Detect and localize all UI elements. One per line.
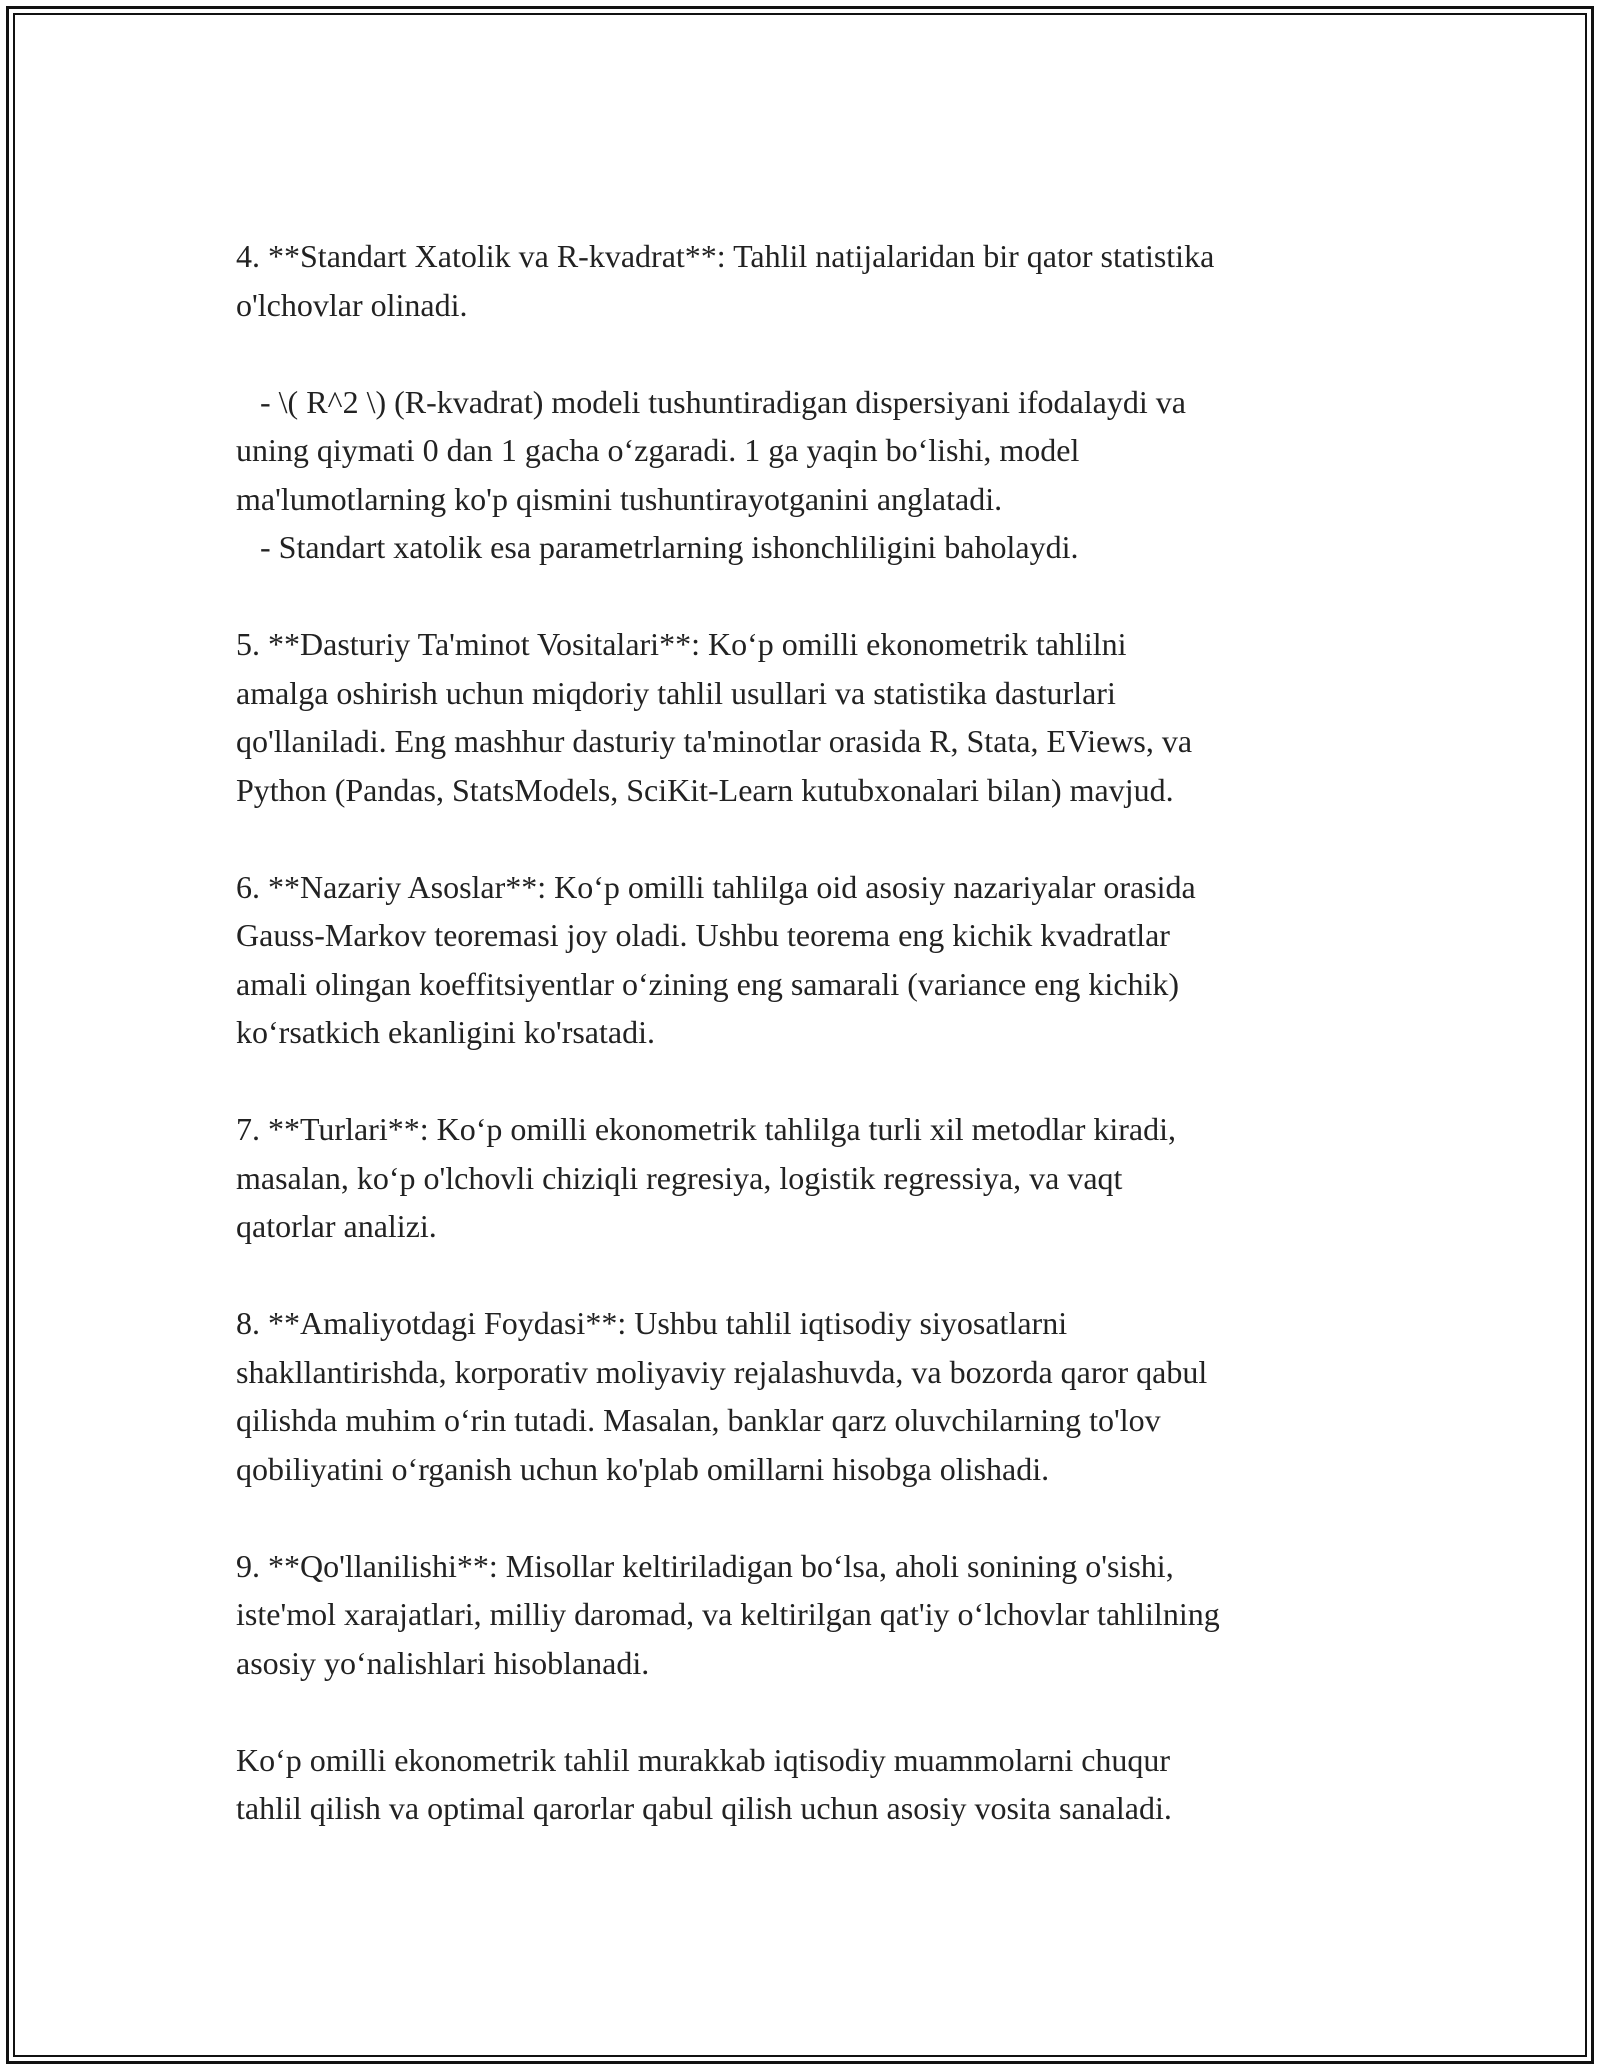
paragraph-4-bullets [236,378,1376,572]
text-line: 7. **Turlari**: Ko‘p omilli ekonometrik tahlilga turli xil metodlar kiradi, [236,1111,1177,1147]
text-line: qilishda muhim o‘rin tutadi. Masalan, banklar qarz oluvchilarning to'lov [236,1402,1161,1438]
paragraph-spacer [236,1493,1376,1542]
paragraph-conclusion [236,1736,1376,1833]
paragraph-4 [236,232,1376,329]
text-line: 5. **Dasturiy Ta'minot Vositalari**: Ko‘p omilli ekonometrik tahlilni [236,626,1127,662]
text-line: - Standart xatolik esa parametrlarning ishonchliligini baholaydi. [236,529,1079,565]
paragraph-8 [236,1299,1376,1493]
text-line: qatorlar analizi. [236,1208,437,1244]
text-line: - \( R^2 \) (R-kvadrat) modeli tushuntiradigan dispersiyani ifodalaydi va [236,383,1186,420]
text-line: Python (Pandas, StatsModels, SciKit-Learn kutubxonalari bilan) mavjud. [236,771,1174,808]
text-line: o'lchovlar olinadi. [236,286,468,323]
paragraph-6 [236,863,1376,1057]
paragraph-spacer [236,1687,1376,1736]
text-line: Gauss-Markov teoremasi joy oladi. Ushbu teorema eng kichik kvadratlar [236,917,1170,953]
text-line: asosiy yo‘nalishlari hisoblanadi. [236,1644,650,1681]
text-line: 9. **Qo'llanilishi**: Misollar keltiriladigan bo‘lsa, aholi sonining o'sishi, [236,1547,1174,1584]
text-line: shakllantirishda, korporativ moliyaviy rejalashuvda, va bozorda qaror qabul [236,1353,1208,1390]
paragraph-spacer [236,814,1376,863]
text-line: qobiliyatini o‘rganish uchun ko'plab omillarni hisobga olishadi. [236,1450,1050,1487]
paragraph-7 [236,1105,1376,1251]
text-line: ma'lumotlarning ko'p qismini tushuntirayotganini anglatadi. [236,480,1003,517]
text-line: ko‘rsatkich ekanligini ko'rsatadi. [236,1014,655,1050]
text-line: amalga oshirish uchun miqdoriy tahlil usullari va statistika dasturlari [236,674,1116,711]
paragraph-5 [236,620,1376,814]
text-line: masalan, ko‘p o'lchovli chiziqli regresiya, logistik regressiya, va vaqt [236,1159,1123,1196]
text-line: uning qiymati 0 dan 1 gacha o‘zgaradi. 1 ga yaqin bo‘lishi, model [236,432,1080,468]
paragraph-spacer [236,1057,1376,1106]
text-line: 6. **Nazariy Asoslar**: Ko‘p omilli tahlilga oid asosiy nazariyalar orasida [236,868,1196,905]
text-line: Ko‘p omilli ekonometrik tahlil murakkab iqtisodiy muammolarni chuqur [236,1741,1171,1778]
paragraph-9 [236,1542,1376,1688]
text-line: amali olingan koeffitsiyentlar o‘zining eng samarali (variance eng kichik) [236,965,1180,1002]
text-line: 8. **Amaliyotdagi Foydasi**: Ushbu tahlil iqtisodiy siyosatlarni [236,1305,1068,1341]
text-line: 4. **Standart Xatolik va R-kvadrat**: Tahlil natijalaridan bir qator statistika [236,238,1215,274]
text-line: qo'llaniladi. Eng mashhur dasturiy ta'minotlar orasida R, Stata, EViews, va [236,723,1193,759]
paragraph-spacer [236,572,1376,621]
paragraph-spacer [236,1251,1376,1300]
document-body [236,232,1376,1833]
text-line: tahlil qilish va optimal qarorlar qabul qilish uchun asosiy vosita sanaladi. [236,1790,1172,1826]
paragraph-spacer [236,329,1376,378]
text-line: iste'mol xarajatlari, milliy daromad, va keltirilgan qat'iy o‘lchovlar tahlilning [236,1596,1220,1632]
